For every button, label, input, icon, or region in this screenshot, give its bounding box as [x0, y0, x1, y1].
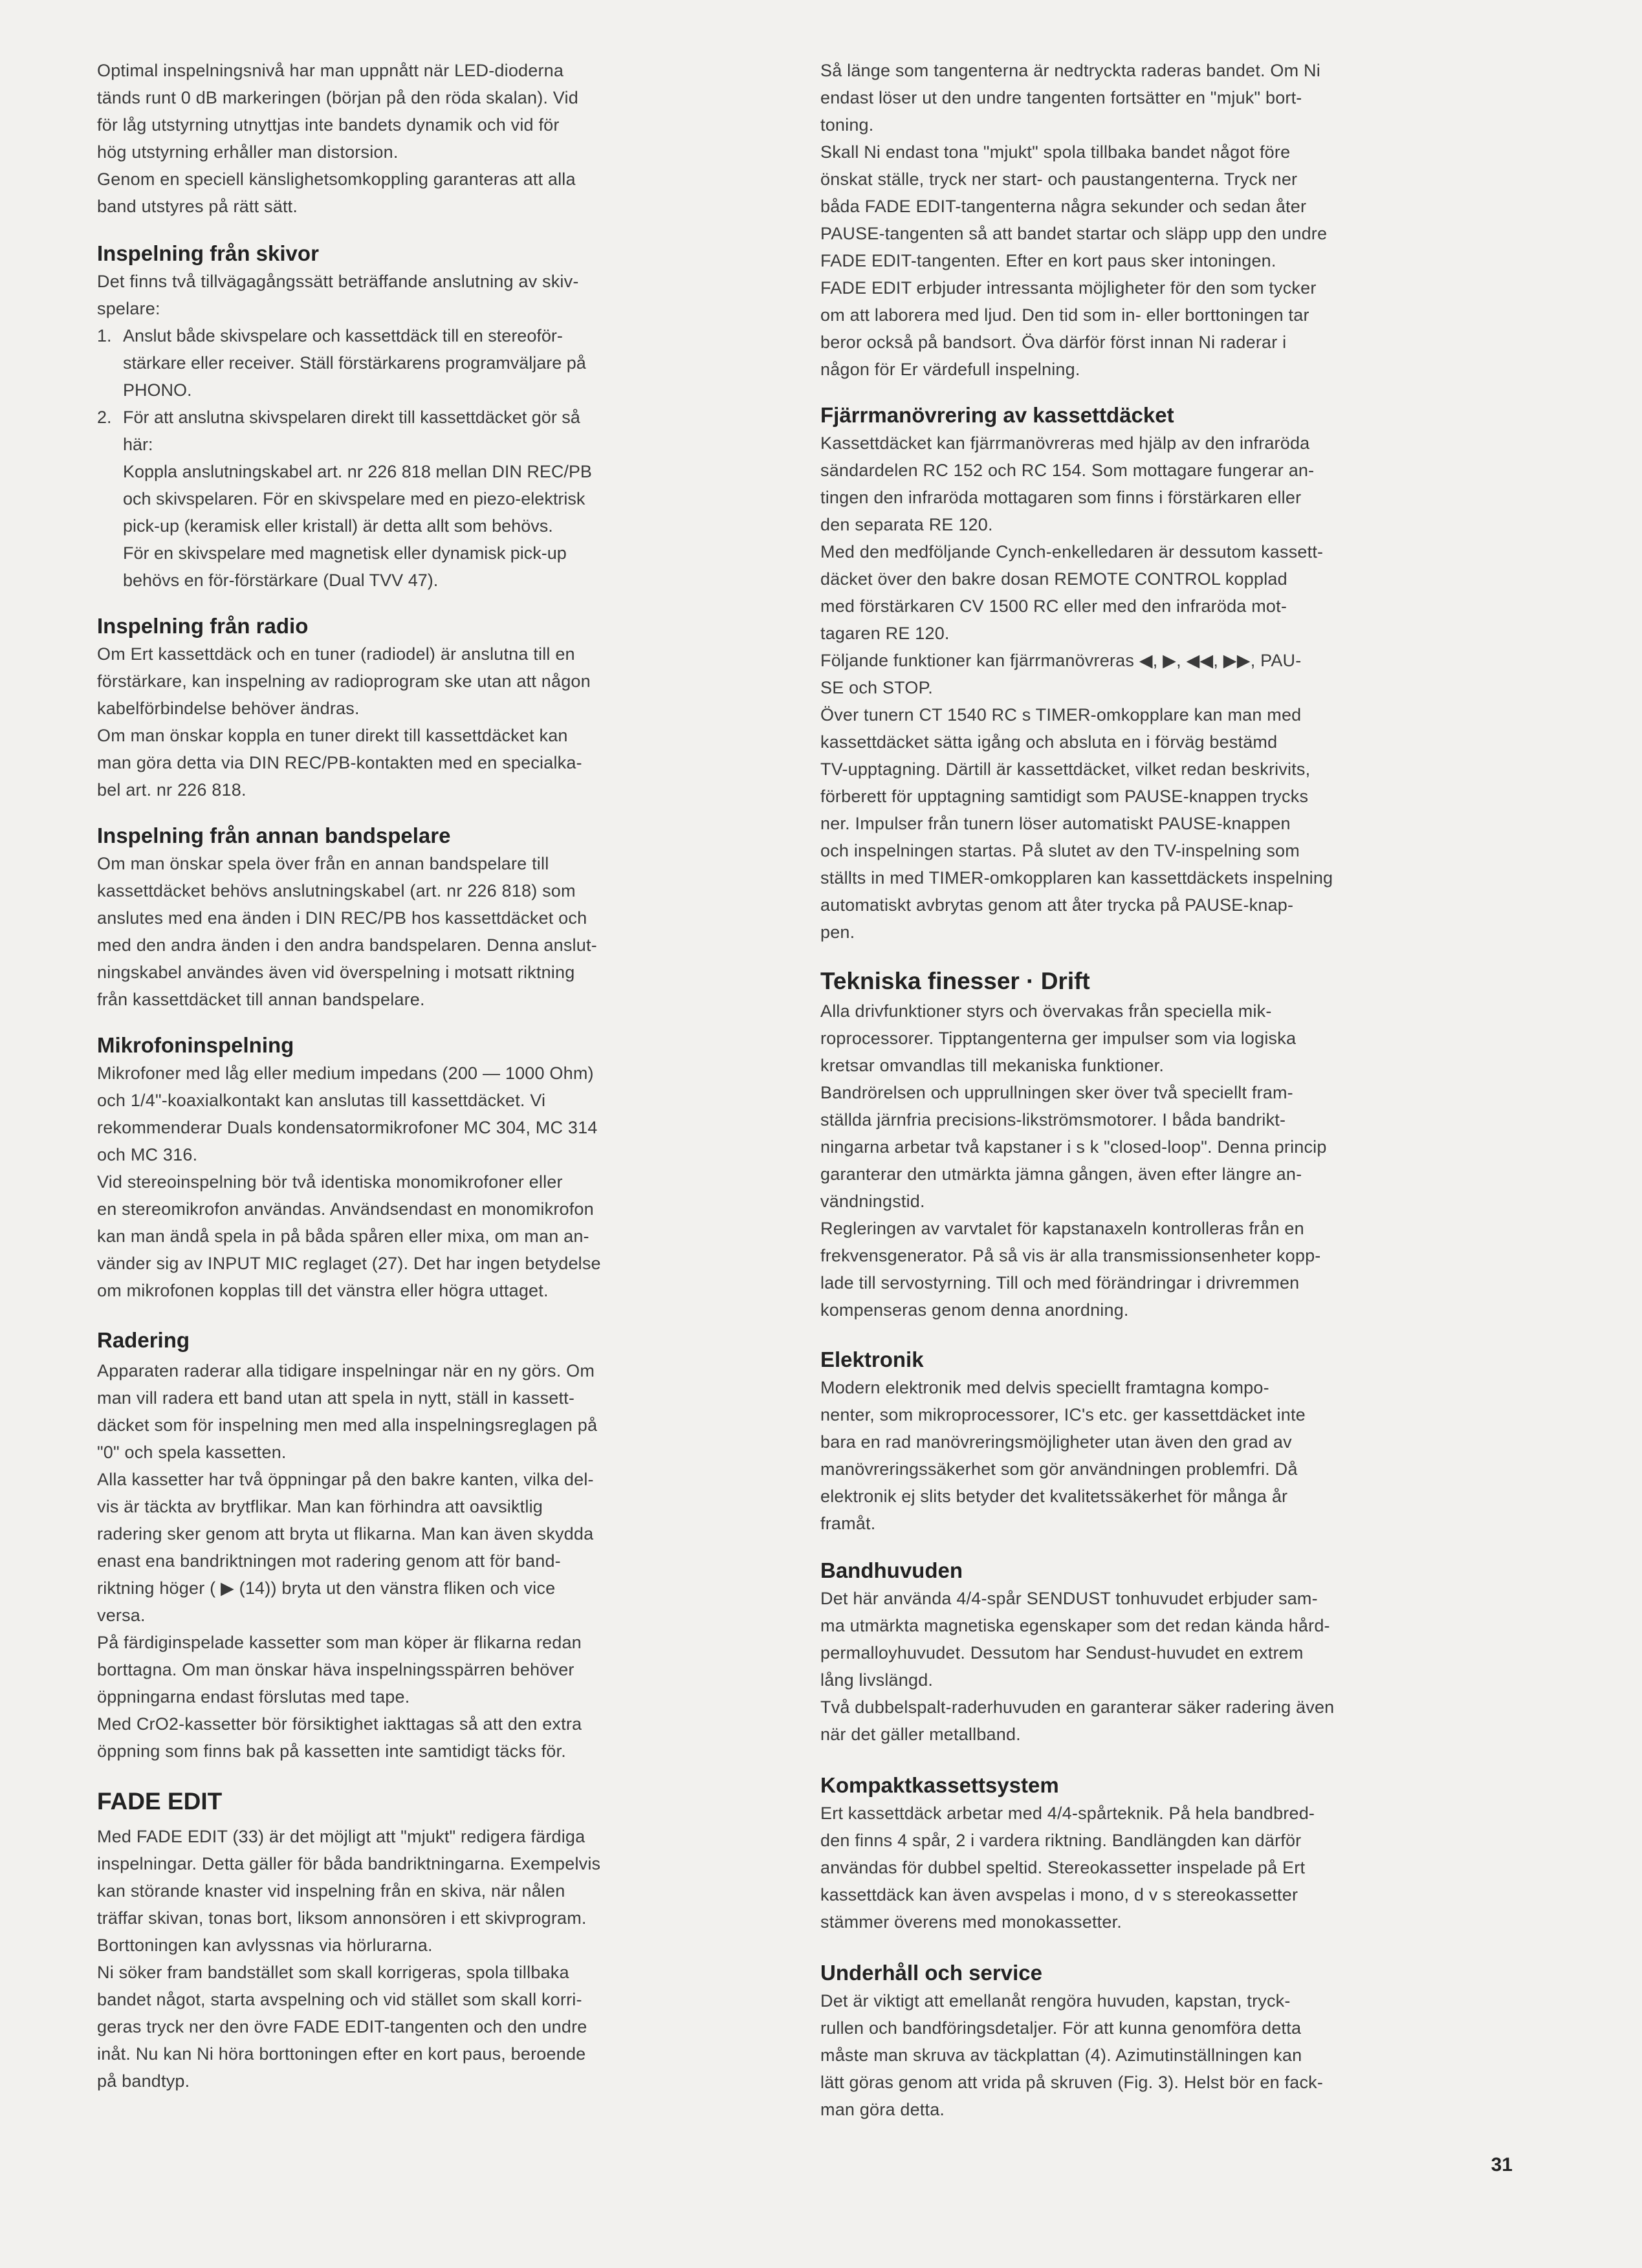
list-text: Anslut både skivspelare och kassettdäck till en stereoför- stärkare eller receiver. Ställ förstärkarens programväljare på PHONO. [123, 326, 586, 400]
fjarrmanovrering-paragraph: Kassettdäcket kan fjärrmanövreras med hjälp av den infraröda sändardelen RC 152 och RC 154. Som mottagare fungerar an- tingen den infraröda mottagaren som finns i förstärkaren eller den separata RE 120. Med den medföljande Cynch-enkelledaren är dessutom kassett- däcket över den bakre dosan REMOTE CONTROL kopplad med förstärkaren CV 1500 RC eller med den infraröda mot- tagaren RE 120. Följande funktioner kan fjärrmanövreras ◀, ▶, ◀◀, ▶▶, PAU- SE och STOP. Över tunern CT 1540 RC s TIMER-omkopplare kan man med kassettdäcket sätta igång och absluta en i förväg bestämd TV-upptagning. Därtill är kassettdäcket, vilket redan beskrivits, förberett för upptagning samtidigt som PAUSE-knappen trycks ner. Impulser från tunern löser automatiskt PAUSE-knappen och inspelningen startas. På slutet av den TV-inspelning som ställts in med TIMER-omkopplaren kan kassettdäckets inspelning automatiskt avbrytas genom att åter trycka på PAUSE-knap- pen. [820, 433, 1333, 942]
radio-paragraph: Om Ert kassettdäck och en tuner (radiodel) är anslutna till en förstärkare, kan inspelning av radioprogram ske utan att någon kabelförbindelse behöver ändras. Om man önskar koppla en tuner direkt till kassettdäcket kan man göra detta via DIN REC/PB-kontakten med en specialka- bel art. nr 226 818. [97, 644, 591, 800]
right-column [820, 57, 1507, 2123]
heading-radering: Radering [97, 1328, 190, 1352]
heading-underhall-service: Underhåll och service [820, 1961, 1042, 1985]
heading-fjarrmanovrering: Fjärrmanövrering av kassettdäcket [820, 403, 1174, 427]
skivor-intro-paragraph: Det finns två tillvägagångssätt beträffande anslutning av skiv- spelare: [97, 272, 579, 318]
radering-paragraph: Apparaten raderar alla tidigare inspelningar när en ny görs. Om man vill radera ett band utan att spela in nytt, ställ in kassett- däcket som för inspelning men med alla inspelningsreglagen på "0" och spela kassetten. Alla kassetter har två öppningar på den bakre kanten, vilka del- vis är täckta av brytflikar. Man kan förhindra att oavsiktlig radering sker genom att bryta ut flikarna. Man kan även skydda enast ena bandriktningen mot radering genom att för band- riktning höger ( ▶ (14)) bryta ut den vänstra fliken och vice versa. På färdiginspelade kassetter som man köper är flikarna redan borttagna. Om man önskar häva inspelningsspärren behöver öppningarna endast förslutas med tape. Med CrO2-kassetter bör försiktighet iakttagas så att den extra öppning som finns bak på kassetten inte samtidigt täcks för. [97, 1361, 598, 1761]
heading-inspelning-skivor: Inspelning från skivor [97, 241, 319, 265]
list-item [97, 322, 784, 404]
heading-bandhuvuden: Bandhuvuden [820, 1558, 963, 1582]
heading-mikrofoninspelning: Mikrofoninspelning [97, 1033, 294, 1057]
bandspelare-paragraph: Om man önskar spela över från en annan bandspelare till kassettdäcket behövs anslutningskabel (art. nr 226 818) som anslutes med ena änden i DIN REC/PB hos kassettdäcket och med den andra änden i den andra bandspelaren. Denna anslut- ningskabel användes även vid överspelning i motsatt riktning från kassettdäcket till annan bandspelare. [97, 854, 597, 1009]
kompaktkassettsystem-paragraph: Ert kassettdäck arbetar med 4/4-spårteknik. På hela bandbred- den finns 4 spår, 2 i vardera riktning. Bandlängden kan därför användas för dubbel speltid. Stereokassetter inspelade på Ert kassettdäck kan även avspelas i mono, d v s stereokassetter stämmer överens med monokassetter. [820, 1804, 1315, 1932]
list-number: 2. [97, 408, 112, 427]
heading-elektronik: Elektronik [820, 1347, 924, 1371]
list-text: För att anslutna skivspelaren direkt till kassettdäcket gör så här: Koppla anslutningskabel art. nr 226 818 mellan DIN REC/PB och skivspelaren. För en skivspelare med en piezo-elektrisk pick-up (keramisk eller kristall) är detta allt som behövs. För en skivspelare med magnetisk eller dynamisk pick-up behövs en för-förstärkare (Dual TVV 47). [123, 408, 592, 590]
heading-inspelning-bandspelare: Inspelning från annan bandspelare [97, 823, 451, 847]
heading-fade-edit: FADE EDIT [97, 1788, 223, 1815]
heading-inspelning-radio: Inspelning från radio [97, 614, 309, 638]
fade-edit-paragraph: Med FADE EDIT (33) är det möjligt att "mjukt" redigera färdiga inspelningar. Detta gäller för båda bandriktningarna. Exempelvis kan störande knaster vid inspelning från en skiva, när nålen träffar skivan, tonas bort, liksom annonsören i ett skivprogram. Borttoningen kan avlyssnas via hörlurarna. Ni söker fram bandstället som skall korrigeras, spola tillbaka bandet något, starta avspelning och vid stället som skall korri- geras tryck ner den övre FADE EDIT-tangenten och den undre inåt. Nu kan Ni höra borttoningen efter en kort paus, beroende på bandtyp. [97, 1827, 601, 2091]
list-number: 1. [97, 326, 112, 345]
bandhuvuden-paragraph: Det här använda 4/4-spår SENDUST tonhuvudet erbjuder sam- ma utmärkta magnetiska egenskaper som det redan kända hård- permalloyhuvudet. Dessutom har Sendust-huvudet en extrem lång livslängd. Två dubbelspalt-raderhuvuden en garanterar säker radering även när det gäller metallband. [820, 1589, 1335, 1744]
list-item [97, 404, 784, 594]
page-number: 31 [1491, 2154, 1513, 2175]
mikrofon-paragraph: Mikrofoner med låg eller medium impedans (200 — 1000 Ohm) och 1/4"-koaxialkontakt kan anslutas till kassettdäcket. Vi rekommenderar Duals kondensatormikrofoner MC 304, MC 314 och MC 316. Vid stereoinspelning bör två identiska monomikrofoner eller en stereomikrofon användas. Användsendast en monomikrofon kan man ändå spela in på båda spåren eller mixa, om man an- vänder sig av INPUT MIC reglaget (27). Det har ingen betydelse om mikrofonen kopplas till det vänstra eller högra uttaget. [97, 1063, 601, 1300]
tekniska-finesser-paragraph: Alla drivfunktioner styrs och övervakas från speciella mik- roprocessorer. Tipptangenterna ger impulser som via logiska kretsar omvandlas till mekaniska funktioner. Bandrörelsen och upprullningen sker över två speciellt fram- ställda järnfria precisions-likströmsmotorer. I båda bandrikt- ningarna arbetar två kapstaner i s k "closed-loop". Denna princip garanterar den utmärkta jämna gången, även efter längre an- vändningstid. Regleringen av varvtalet för kapstanaxeln kontrolleras från en frekvensgenerator. På så vis är alla transmissionsenheter kopp- lade till servostyrning. Till och med förändringar i drivremmen kompenseras genom denna anordning. [820, 1001, 1327, 1320]
heading-tekniska-finesser: Tekniska finesser · Drift [820, 968, 1090, 994]
left-column [97, 57, 784, 2095]
heading-kompaktkassettsystem: Kompaktkassettsystem [820, 1773, 1059, 1797]
fade-edit-continued-paragraph: Så länge som tangenterna är nedtryckta raderas bandet. Om Ni endast löser ut den undre tangenten fortsätter en "mjuk" bort- toning. Skall Ni endast tona "mjukt" spola tillbaka bandet något före önskat ställe, tryck ner start- och paustangenterna. Tryck ner båda FADE EDIT-tangenterna några sekunder och sedan åter PAUSE-tangenten så att bandet startar och släpp upp den undre FADE EDIT-tangenten. Efter en kort paus sker intoningen. FADE EDIT erbjuder intressanta möjligheter för den som tycker om att laborera med ljud. Den tid som in- eller borttoningen tar beror också på bandsort. Öva därför först innan Ni raderar i någon för Er värdefull inspelning. [820, 61, 1328, 379]
underhall-service-paragraph: Det är viktigt att emellanåt rengöra huvuden, kapstan, tryck- rullen och bandföringsdetaljer. För att kunna genomföra detta måste man skruva av täckplattan (4). Azimutinställningen kan lätt göras genom att vrida på skruven (Fig. 3). Helst bör en fack- man göra detta. [820, 1991, 1324, 2119]
elektronik-paragraph: Modern elektronik med delvis speciellt framtagna kompo- nenter, som mikroprocessorer, IC's etc. ger kassettdäcket inte bara en rad manövreringsmöjligheter utan även den grad av manövreringssäkerhet som gör användningen problemfri. Då elektronik ej slits betyder det kvalitetssäkerhet för många år framåt. [820, 1378, 1306, 1533]
intro-paragraph: Optimal inspelningsnivå har man uppnått när LED-dioderna tänds runt 0 dB markeringen (början på den röda skalan). Vid för låg utstyrning utnyttjas inte bandets dynamik och vid för hög utstyrning erhåller man distorsion. Genom en speciell känslighetsomkoppling garanteras att alla band utstyres på rätt sätt. [97, 61, 578, 216]
